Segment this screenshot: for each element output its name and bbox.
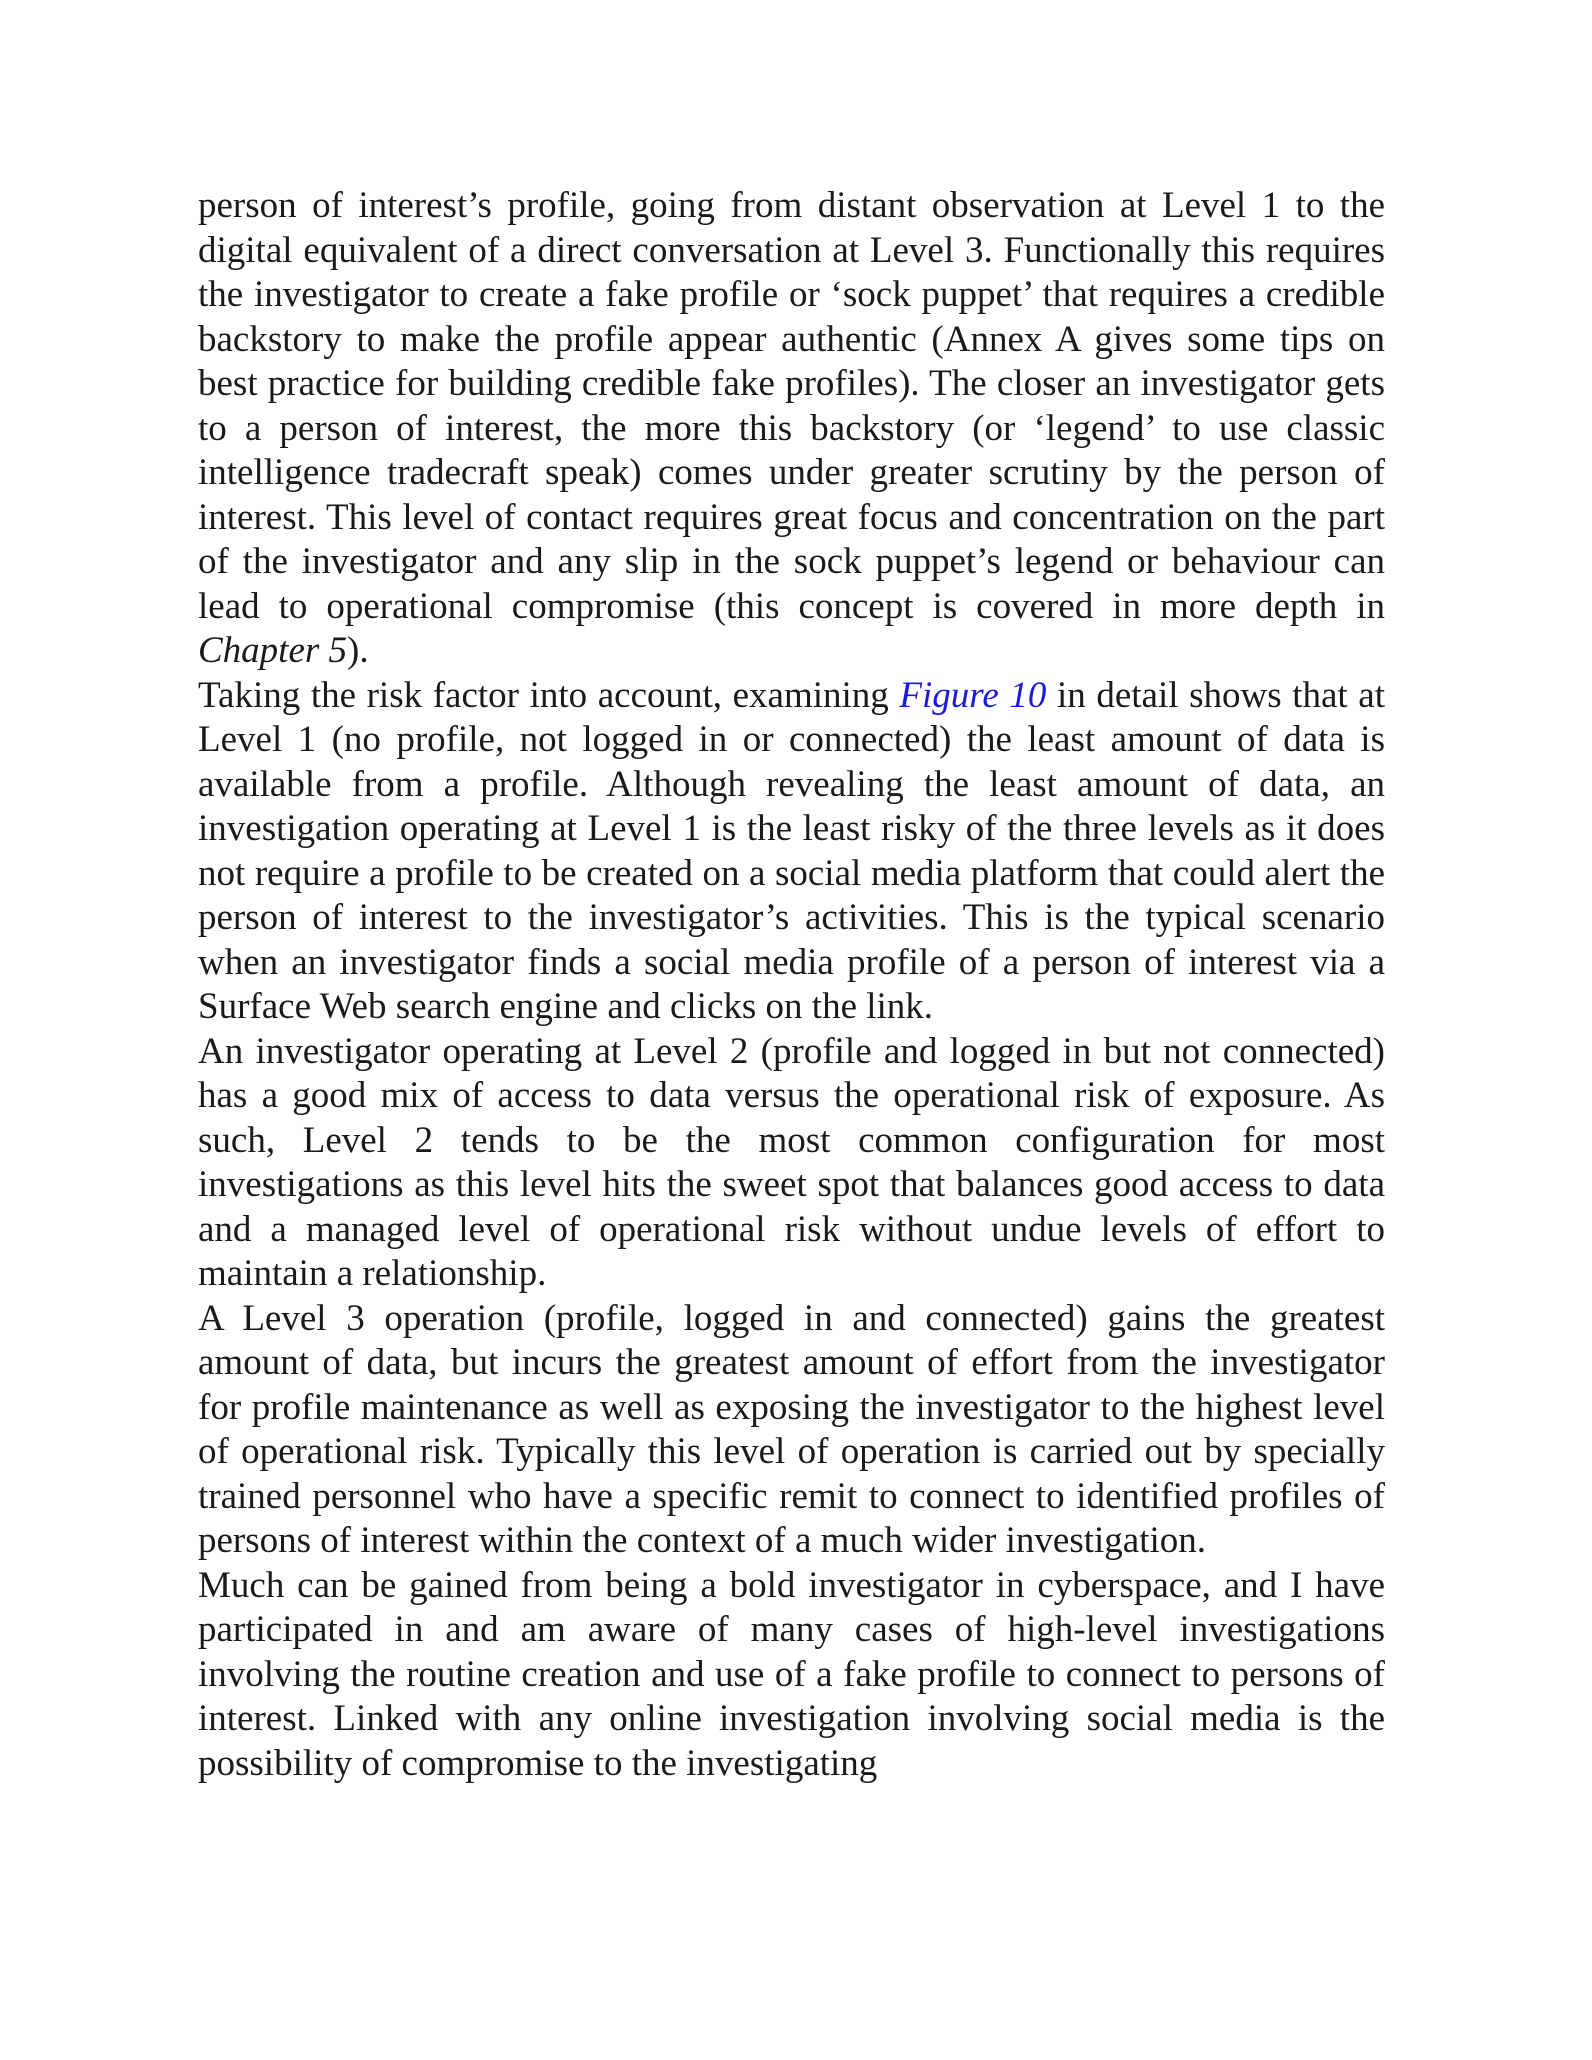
- paragraph-text: An investigator operating at Level 2 (profile and logged in but not connected) has a good mix of access to data versus the operational risk of exposure. As such, Level 2 tends to be the most common configuration for most investigations as this level hits the sweet spot that balances good access to data and a managed level of operational risk without undue levels of effort to maintain a relationship.: [198, 1030, 1385, 1294]
- paragraph-level-3: [198, 1297, 1385, 1564]
- paragraph-text: A Level 3 operation (profile, logged in and connected) gains the greatest amount of data, but incurs the greatest amount of effort from the investigator for profile maintenance as well as exposing the investigator to the highest level of operational risk. Typically this level of operation is carried out by specially trained personnel who have a specific remit to connect to identified profiles of persons of interest within the context of a much wider investigation.: [198, 1297, 1385, 1561]
- paragraph-bold-investigator: [198, 1564, 1385, 1787]
- paragraph-text: Taking the risk factor into account, examining: [198, 674, 900, 716]
- paragraph-profile-levels: [198, 184, 1385, 674]
- paragraph-level-1: [198, 674, 1385, 1030]
- paragraph-level-2: [198, 1030, 1385, 1297]
- chapter-reference: Chapter 5: [198, 630, 348, 671]
- paragraph-text: Much can be gained from being a bold investigator in cyberspace, and I have participated in and am aware of many cases of high-level investigations involving the routine creation and use of a fake profile to connect to persons of interest. Linked with any online investigation involving social media is the possibility of compromise to the investigating: [198, 1564, 1385, 1784]
- figure-link[interactable]: Figure 10: [899, 674, 1047, 716]
- document-page: [198, 184, 1385, 1786]
- paragraph-text: in detail shows that at Level 1 (no profile, not logged in or connected) the least amount of data is available from a profile. Although revealing the least amount of data, an investigation operating at Level 1 is the least risky of the three levels as it does not require a profile to be created on a social media platform that could alert the person of interest to the investigator’s activities. This is the typical scenario when an investigator finds a social media profile of a person of interest via a Surface Web search engine and clicks on the link.: [198, 674, 1385, 1027]
- paragraph-text: person of interest’s profile, going from distant observation at Level 1 to the digital equivalent of a direct conversation at Level 3. Functionally this requires the investigator to create a fake profile or ‘sock puppet’ that requires a credible backstory to make the profile appear authentic (Annex A gives some tips on best practice for building credible fake profiles). The closer an investigator gets to a person of interest, the more this backstory (or ‘legend’ to use classic intelligence tradecraft speak) comes under greater scrutiny by the person of interest. This level of contact requires great focus and concentration on the part of the investigator and any slip in the sock puppet’s legend or behaviour can lead to operational compromise (this concept is covered in more depth in: [198, 185, 1385, 627]
- paragraph-text: ).: [347, 630, 369, 671]
